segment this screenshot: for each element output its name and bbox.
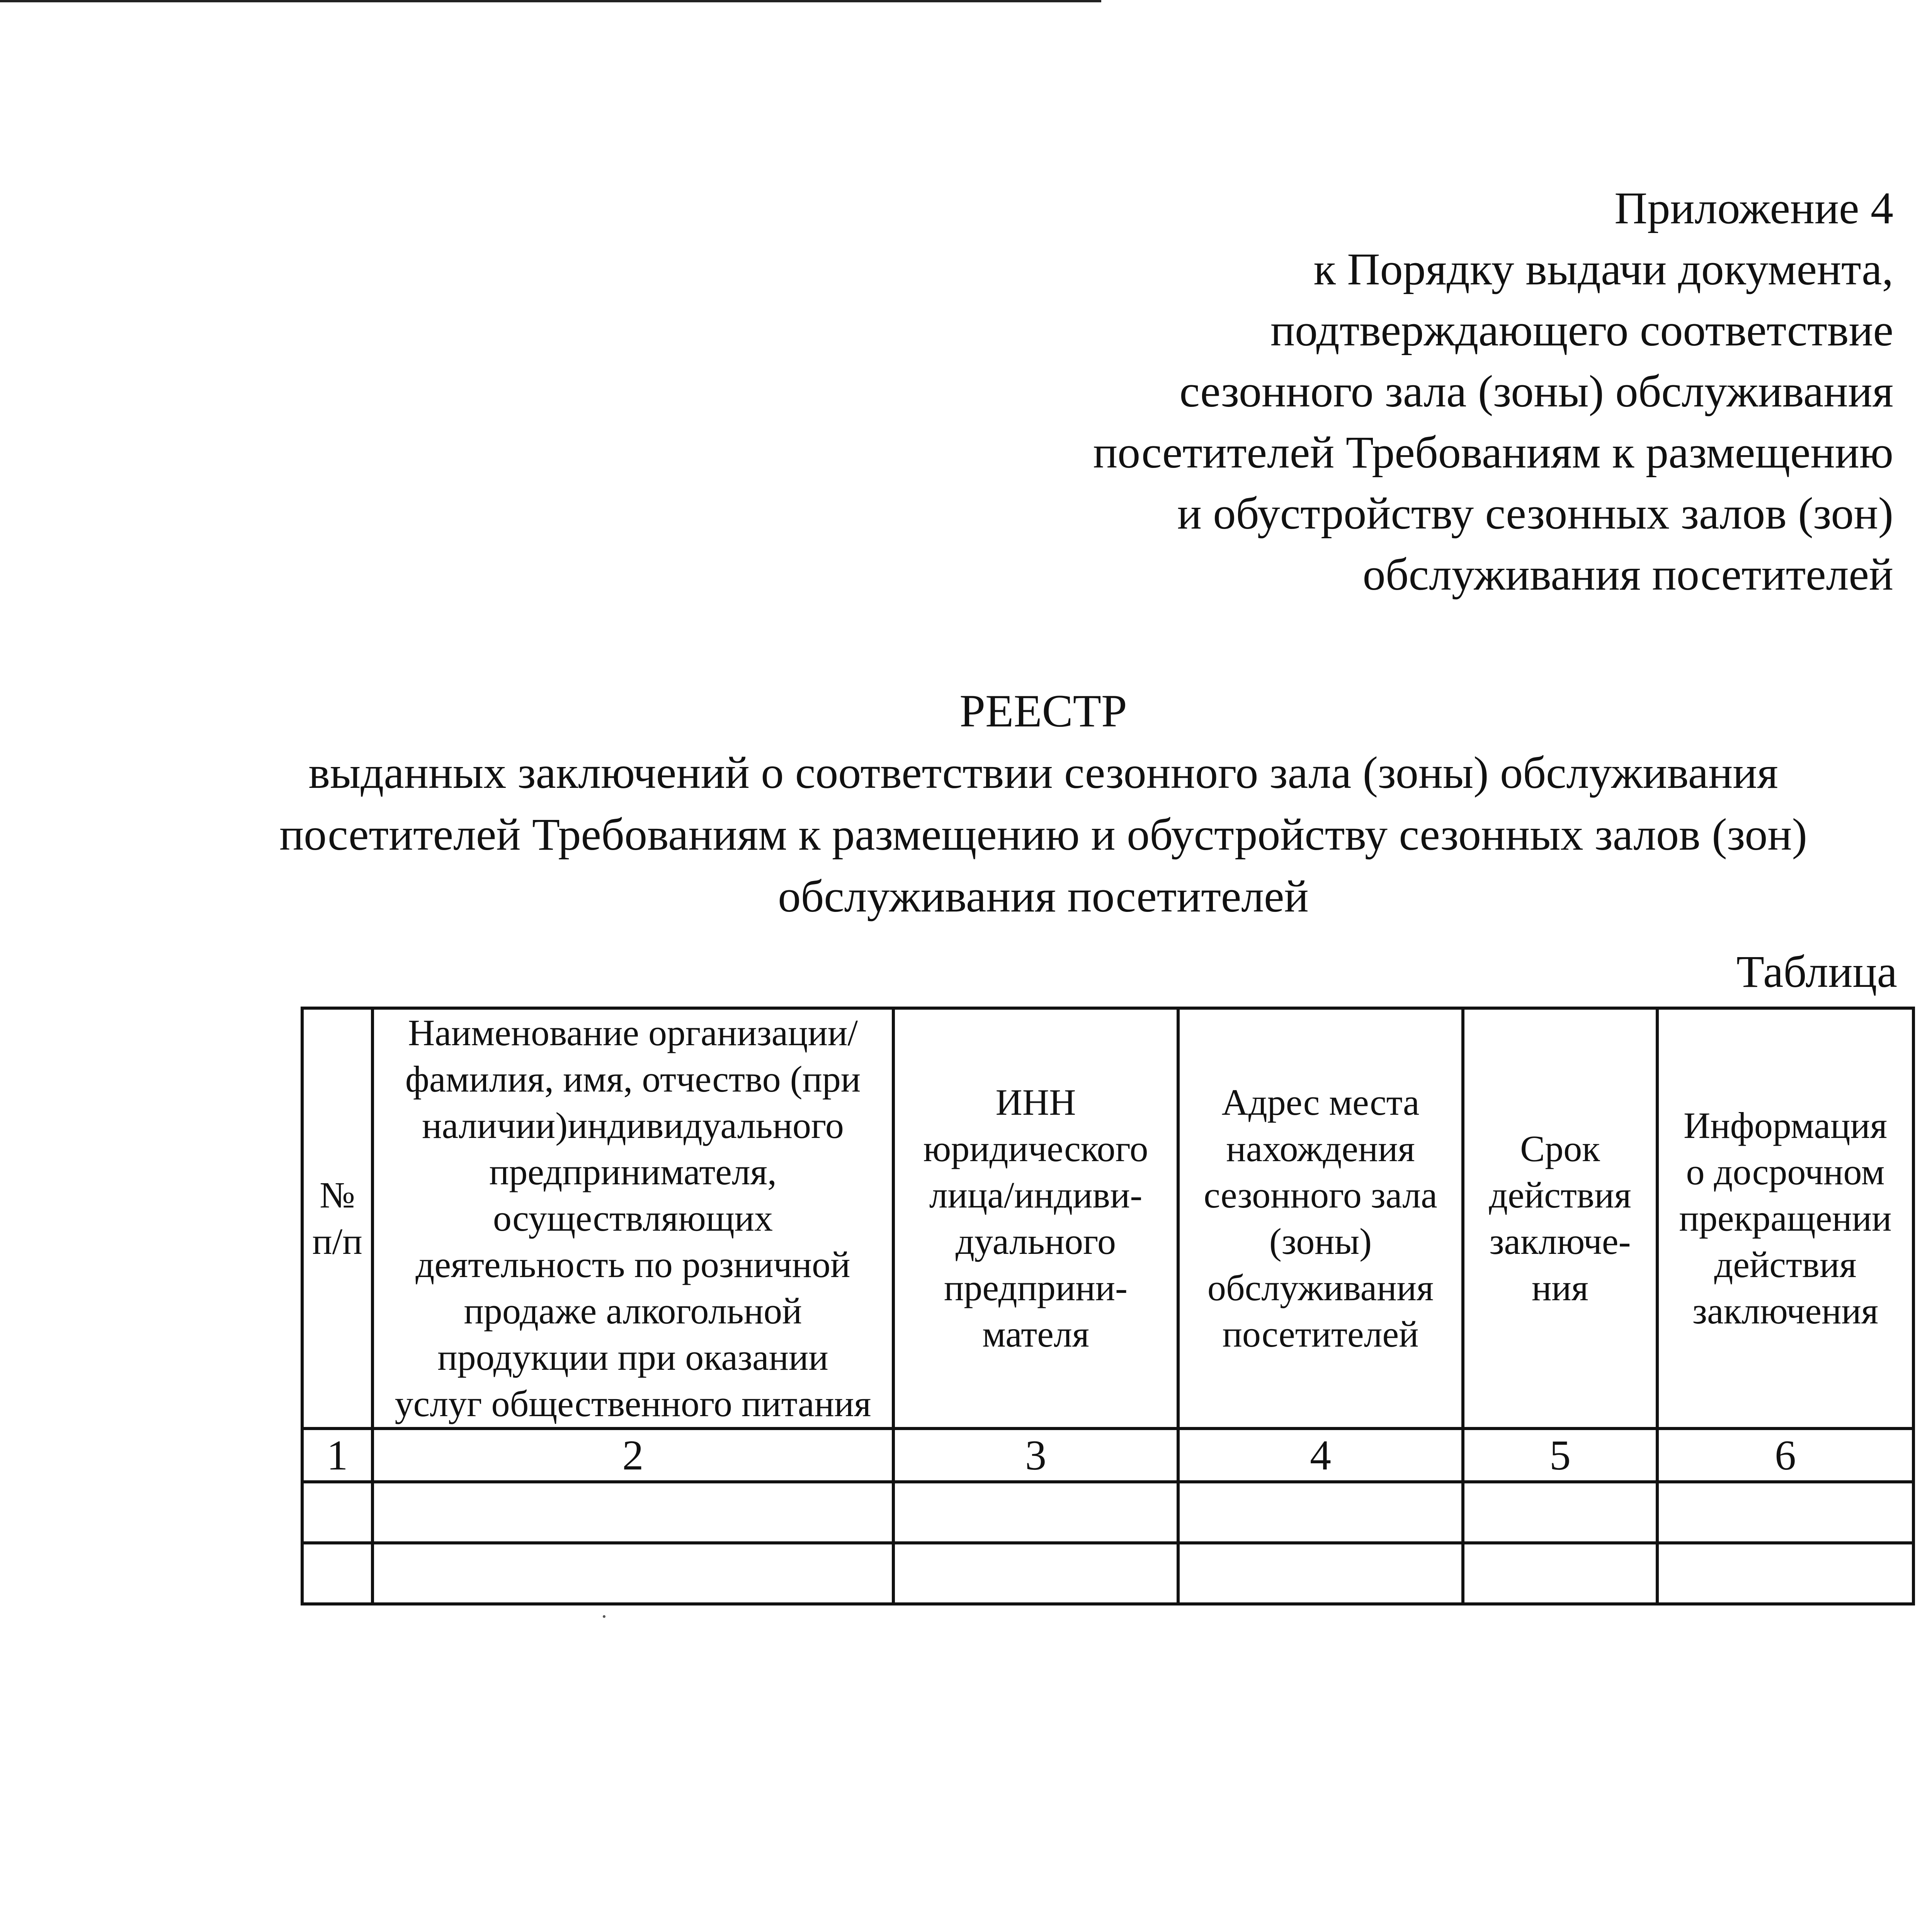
table-cell [1178,1543,1463,1604]
appendix-line: посетителей Требованиям к размещению [1093,427,1893,478]
appendix-reference [850,178,1893,605]
title-line: посетителей Требованиям к размещению и обустройству сезонных залов (зон) [279,809,1807,860]
column-number: 2 [372,1429,893,1482]
header-cell-organization [372,1008,893,1429]
header-line: заключения [1692,1290,1878,1332]
table-cell [302,1543,372,1604]
title-line: обслуживания посетителей [778,871,1309,922]
table-cell [1657,1482,1913,1543]
header-line: обслуживания [1207,1267,1434,1308]
header-line: осуществляющих [493,1197,773,1239]
header-line: о досрочном [1686,1151,1885,1192]
header-line: продаже алкогольной [464,1290,802,1332]
header-line: ИНН [995,1082,1076,1123]
header-cell-number [302,1008,372,1429]
header-line: дуального [955,1221,1116,1262]
header-cell-address [1178,1008,1463,1429]
table-row [302,1482,1913,1543]
header-line: действия [1714,1244,1857,1285]
registry-table [301,1007,1915,1605]
header-line: наличии)индивидуального [422,1105,844,1146]
header-line: ния [1532,1267,1588,1308]
column-number: 4 [1178,1429,1463,1482]
appendix-line: к Порядку выдачи документа, [1313,244,1893,294]
appendix-line: обслуживания посетителей [1362,549,1893,600]
appendix-line: Приложение 4 [1614,183,1893,233]
title-heading: РЕЕСТР [959,685,1127,736]
header-line: заключе- [1489,1221,1631,1262]
header-cell-termination [1657,1008,1913,1429]
title-line: выданных заключений о соответствии сезонного зала (зоны) обслуживания [308,747,1778,798]
table-cell [893,1482,1178,1543]
table-cell [1178,1482,1463,1543]
header-line: (зоны) [1269,1221,1372,1262]
scan-edge-top [0,0,1101,2]
header-line: мателя [982,1313,1089,1355]
header-line: Адрес места [1221,1082,1420,1123]
header-line: продукции при оказании [437,1337,828,1378]
table-caption: Таблица [1736,946,1897,997]
column-number-row [302,1429,1913,1482]
header-line: сезонного зала [1204,1174,1437,1216]
table-cell [372,1482,893,1543]
header-cell-validity [1463,1008,1657,1429]
header-line: действия [1489,1174,1631,1216]
header-line: Информация [1683,1105,1888,1146]
header-line: предпринимателя, [489,1151,777,1192]
table-cell [1463,1482,1657,1543]
column-number: 6 [1657,1429,1913,1482]
header-line: № [320,1174,355,1216]
table-cell [302,1482,372,1543]
header-cell-inn [893,1008,1178,1429]
appendix-line: и обустройству сезонных залов (зон) [1177,488,1893,539]
table-header-row [302,1008,1913,1429]
table-row [302,1543,1913,1604]
header-line: нахождения [1226,1128,1415,1169]
appendix-line: подтверждающего соответствие [1270,305,1893,355]
header-line: юридического [923,1128,1148,1169]
table-cell [372,1543,893,1604]
header-line: Наименование организации/ [408,1012,858,1053]
appendix-line: сезонного зала (зоны) обслуживания [1179,366,1893,417]
column-number: 1 [302,1429,372,1482]
table-cell [1657,1543,1913,1604]
table-cell [1463,1543,1657,1604]
header-line: лица/индиви- [929,1174,1143,1216]
column-number: 5 [1463,1429,1657,1482]
table-cell [893,1543,1178,1604]
header-line: посетителей [1222,1313,1419,1355]
header-line: деятельность по розничной [415,1244,850,1285]
header-line: Срок [1520,1128,1600,1169]
column-number: 3 [893,1429,1178,1482]
header-line: прекращении [1679,1197,1892,1239]
scan-speck [603,1615,605,1618]
header-line: предприни- [944,1267,1128,1308]
header-line: фамилия, имя, отчество (при [405,1058,861,1100]
header-line: услуг общественного питания [395,1383,871,1424]
document-title [232,680,1855,927]
header-line: п/п [312,1221,362,1262]
